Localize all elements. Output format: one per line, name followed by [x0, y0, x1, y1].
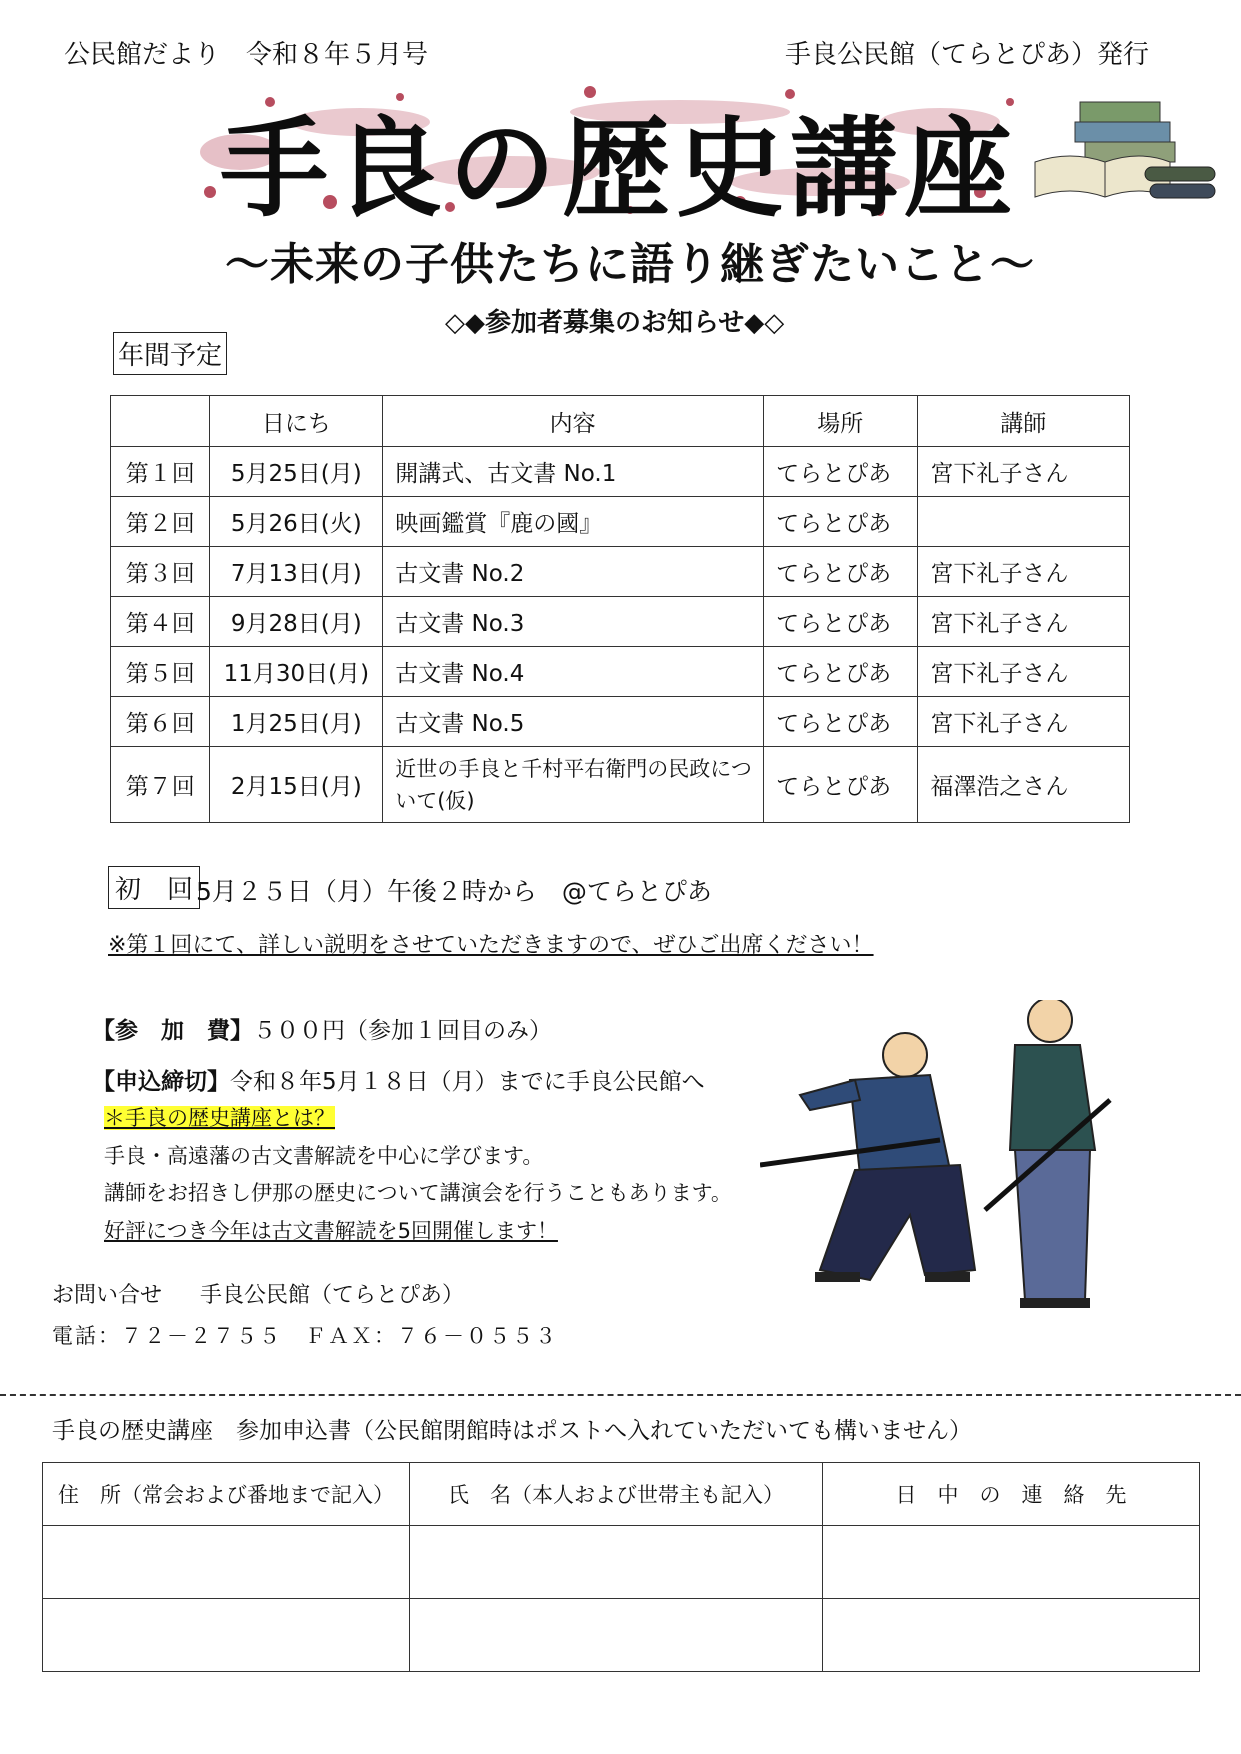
schedule-table: [110, 395, 1130, 823]
date-cell: 9月28日(月): [210, 597, 383, 647]
place-cell: てらとぴあ: [764, 547, 918, 597]
about-line-3: 好評につき今年は古文書解読を5回開催します！: [104, 1219, 558, 1243]
publisher-label: 手良公民館（てらとぴあ）発行: [785, 40, 1150, 70]
application-form-table: [42, 1462, 1200, 1672]
fee-value: ５００円（参加１回目のみ）: [253, 1018, 552, 1044]
page-title: 手良の歴史講座: [220, 106, 1019, 232]
session-cell: 第４回: [111, 597, 210, 647]
lecturer-cell: 宮下礼子さん: [918, 697, 1130, 747]
lecturer-cell: 宮下礼子さん: [918, 447, 1130, 497]
lecturer-cell: 宮下礼子さん: [918, 547, 1130, 597]
deadline-value: 令和８年5月１８日（月）までに手良公民館へ: [230, 1069, 705, 1095]
place-cell: てらとぴあ: [764, 447, 918, 497]
contact-phone: 電話：７２－２７５５ ＦＡＸ：７６－０５５３: [52, 1324, 558, 1348]
content-cell: 映画鑑賞『鹿の國』: [383, 497, 764, 547]
form-row: [43, 1526, 1200, 1599]
date-cell: 11月30日(月): [210, 647, 383, 697]
first-session-text: 5月２５日（月）午後２時から @てらとぴあ: [196, 877, 712, 906]
samurai-illustration: [760, 1000, 1120, 1320]
place-cell: てらとぴあ: [764, 647, 918, 697]
name-entry-cell[interactable]: [410, 1599, 823, 1672]
header-cell: 場所: [764, 396, 918, 447]
issue-label: 公民館だより 令和８年５月号: [64, 40, 429, 70]
content-cell: 近世の手良と千村平右衛門の民政について(仮): [383, 747, 764, 823]
lecturer-cell: [918, 497, 1130, 547]
session-cell: 第３回: [111, 547, 210, 597]
contact-org: 手良公民館（てらとぴあ）: [200, 1283, 465, 1308]
form-header-address: 住 所（常会および番地まで記入）: [43, 1463, 410, 1526]
session-cell: 第６回: [111, 697, 210, 747]
first-session-label: 初 回: [108, 866, 200, 909]
table-row: [111, 697, 1130, 747]
about-heading: ＊手良の歴史講座とは？: [104, 1106, 335, 1130]
lecturer-cell: 宮下礼子さん: [918, 647, 1130, 697]
header-cell: [111, 396, 210, 447]
content-cell: 開講式、古文書 No.1: [383, 447, 764, 497]
session-cell: 第１回: [111, 447, 210, 497]
place-cell: てらとぴあ: [764, 747, 918, 823]
date-cell: 5月26日(火): [210, 497, 383, 547]
contact-entry-cell[interactable]: [822, 1526, 1199, 1599]
about-line-2: 講師をお招きし伊那の歴史について講演会を行うこともあります。: [104, 1181, 732, 1205]
lecturer-cell: 福澤浩之さん: [918, 747, 1130, 823]
contact-label: お問い合せ: [52, 1283, 163, 1308]
lecturer-cell: 宮下礼子さん: [918, 597, 1130, 647]
session-cell: 第２回: [111, 497, 210, 547]
address-entry-cell[interactable]: [43, 1526, 410, 1599]
table-row: [111, 547, 1130, 597]
recruitment-notice: ◇◆参加者募集のお知らせ◆◇: [445, 308, 785, 338]
books-illustration: [1030, 92, 1220, 212]
fee-label: 【参 加 費】: [92, 1018, 253, 1044]
table-row: [111, 497, 1130, 547]
date-cell: 5月25日(月): [210, 447, 383, 497]
name-entry-cell[interactable]: [410, 1526, 823, 1599]
header-cell: 講師: [918, 396, 1130, 447]
address-entry-cell[interactable]: [43, 1599, 410, 1672]
about-line-1: 手良・高遠藩の古文書解読を中心に学びます。: [104, 1144, 544, 1168]
header-cell: 内容: [383, 396, 764, 447]
form-header-name: 氏 名（本人および世帯主も記入）: [410, 1463, 823, 1526]
fee-line: [92, 1012, 552, 1045]
table-row: [111, 597, 1130, 647]
deadline-label: 【申込締切】: [92, 1069, 230, 1095]
session-cell: 第５回: [111, 647, 210, 697]
place-cell: てらとぴあ: [764, 497, 918, 547]
content-cell: 古文書 No.5: [383, 697, 764, 747]
date-cell: 1月25日(月): [210, 697, 383, 747]
content-cell: 古文書 No.4: [383, 647, 764, 697]
place-cell: てらとぴあ: [764, 597, 918, 647]
table-row: [111, 647, 1130, 697]
date-cell: 2月15日(月): [210, 747, 383, 823]
schedule-label: 年間予定: [113, 332, 227, 375]
first-session-note: ※第１回にて、詳しい説明をさせていただきますので、ぜひご出席ください！: [108, 933, 874, 958]
form-header-row: [43, 1463, 1200, 1526]
contact-entry-cell[interactable]: [822, 1599, 1199, 1672]
form-row: [43, 1599, 1200, 1672]
form-title: 手良の歴史講座 参加申込書（公民館閉館時はポストへ入れていただいても構いません）: [52, 1418, 972, 1444]
date-cell: 7月13日(月): [210, 547, 383, 597]
cut-line: [0, 1394, 1241, 1396]
content-cell: 古文書 No.3: [383, 597, 764, 647]
session-cell: 第７回: [111, 747, 210, 823]
deadline-line: [92, 1063, 705, 1096]
header-cell: 日にち: [210, 396, 383, 447]
title-banner: [180, 82, 1040, 232]
about-heading-wrap: [104, 1102, 335, 1132]
table-row: [111, 747, 1130, 823]
table-row: [111, 447, 1130, 497]
page-subtitle: ～未来の子供たちに語り継ぎたいこと～: [225, 239, 1035, 290]
place-cell: てらとぴあ: [764, 697, 918, 747]
schedule-header-row: [111, 396, 1130, 447]
content-cell: 古文書 No.2: [383, 547, 764, 597]
form-header-contact: 日 中 の 連 絡 先: [822, 1463, 1199, 1526]
